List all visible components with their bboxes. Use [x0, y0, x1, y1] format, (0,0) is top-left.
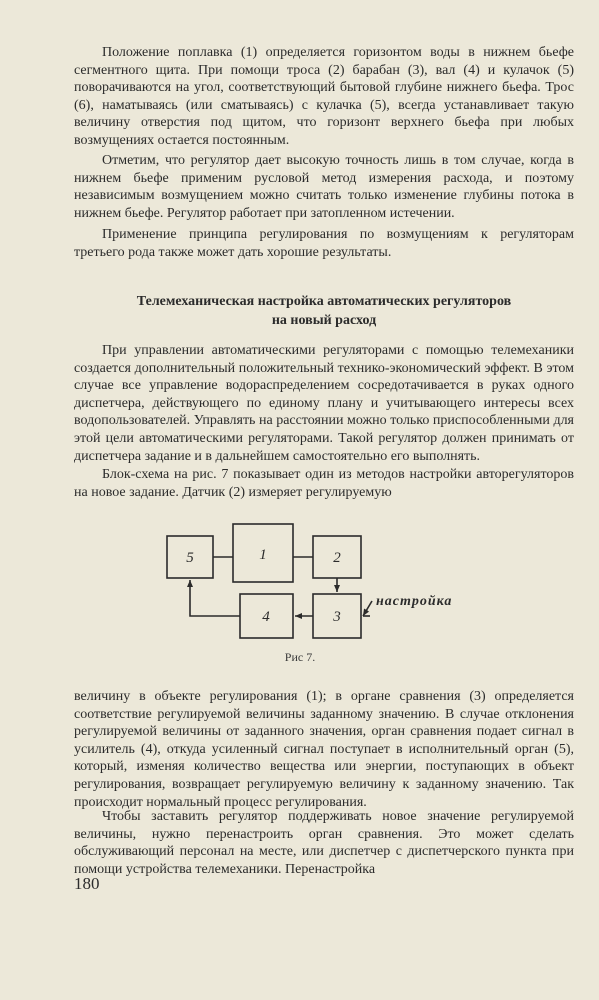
- figure-caption: Рис 7.: [284, 650, 316, 664]
- block-2-label: 2: [333, 550, 341, 566]
- input-line: [363, 601, 372, 616]
- link-4-to-5: [190, 580, 240, 616]
- block-3-label: 3: [333, 609, 341, 625]
- section-heading-line-2: на новый расход: [271, 313, 377, 328]
- paragraph-reconfiguration: Чтобы заставить регулятор поддерживать новое значение регулируемой величины, нужно перенастроить орган сравнения. Это может сделать обслуживающий персонал на месте, или диспетчер с диспетчерского пункта при помощи устройства телемеханики. Перенастройка: [74, 809, 574, 877]
- section-heading-line-1: Телемеханическая настройка автоматических регуляторов: [136, 294, 512, 309]
- paragraph-regulator-accuracy: Отметим, что регулятор дает высокую точность лишь в том случае, когда в нижнем бьефе применим русловой метод измерения расхода, и поэтому независимым возмущением можно считать только изменение глубины потока в нижнем бьефе. Регулятор работает при затопленном истечении.: [74, 153, 574, 221]
- block-1-label: 1: [259, 547, 267, 563]
- block-5-label: 5: [186, 550, 194, 566]
- paragraph-float-regulator: Положение поплавка (1) определяется горизонтом воды в нижнем бьефе сегментного щита. При помощи троса (2) барабан (3), вал (4) и кулачок (5) поворачиваются на угол, соответствующий бытовой глубине нижнего бьефа. Трос (6), наматываясь (или сматываясь) с кулачка (5), всегда устанавливает такую величину отверстия под щитом, что горизонт верхнего бьефа при любых возмущениях остается постоянным.: [74, 45, 574, 148]
- page-number: 180: [74, 874, 100, 893]
- block-diagram: [160, 522, 500, 644]
- input-label-nastroika: настройка: [376, 594, 453, 609]
- paragraph-block-diagram-intro: Блок-схема на рис. 7 показывает один из методов настройки авторегуляторов на новое задание. Датчик (2) измеряет регулируемую: [74, 467, 574, 500]
- section-heading: [74, 292, 574, 330]
- paragraph-regulation-process: величину в объекте регулирования (1); в органе сравнения (3) определяется соответствие регулируемой величины заданному значению. В случае отклонения регулируемой величины от заданного значения, орган сравнения подает сигнал в усилитель (4), откуда усиленный сигнал поступает в исполнительный орган (5), который, изменяя количество вещества или энергии, поступающих в объект регулирования, возвращает регулируемую величину к заданному значению. Так происходит нормальный процесс регулирования.: [74, 689, 574, 810]
- paragraph-telemechanics: При управлении автоматическими регуляторами с помощью телемеханики создается дополнительный положительный технико-экономический эффект. В этом случае все управление водораспределением сосредотачивается в руках одного диспетчера, действующего по единому плану и учитывающего интересы всех водопользователей. Управлять на расстоянии можно только приспособленными для этой цели автоматическими регуляторами. Такой регулятор должен принимать от диспетчера задание и в дальнейшем самостоятельно его выполнять.: [74, 343, 574, 464]
- block-4-label: 4: [262, 609, 270, 625]
- paragraph-third-kind-regulators: Применение принципа регулирования по возмущениям к регуляторам третьего рода также может дать хорошие результаты.: [74, 227, 574, 260]
